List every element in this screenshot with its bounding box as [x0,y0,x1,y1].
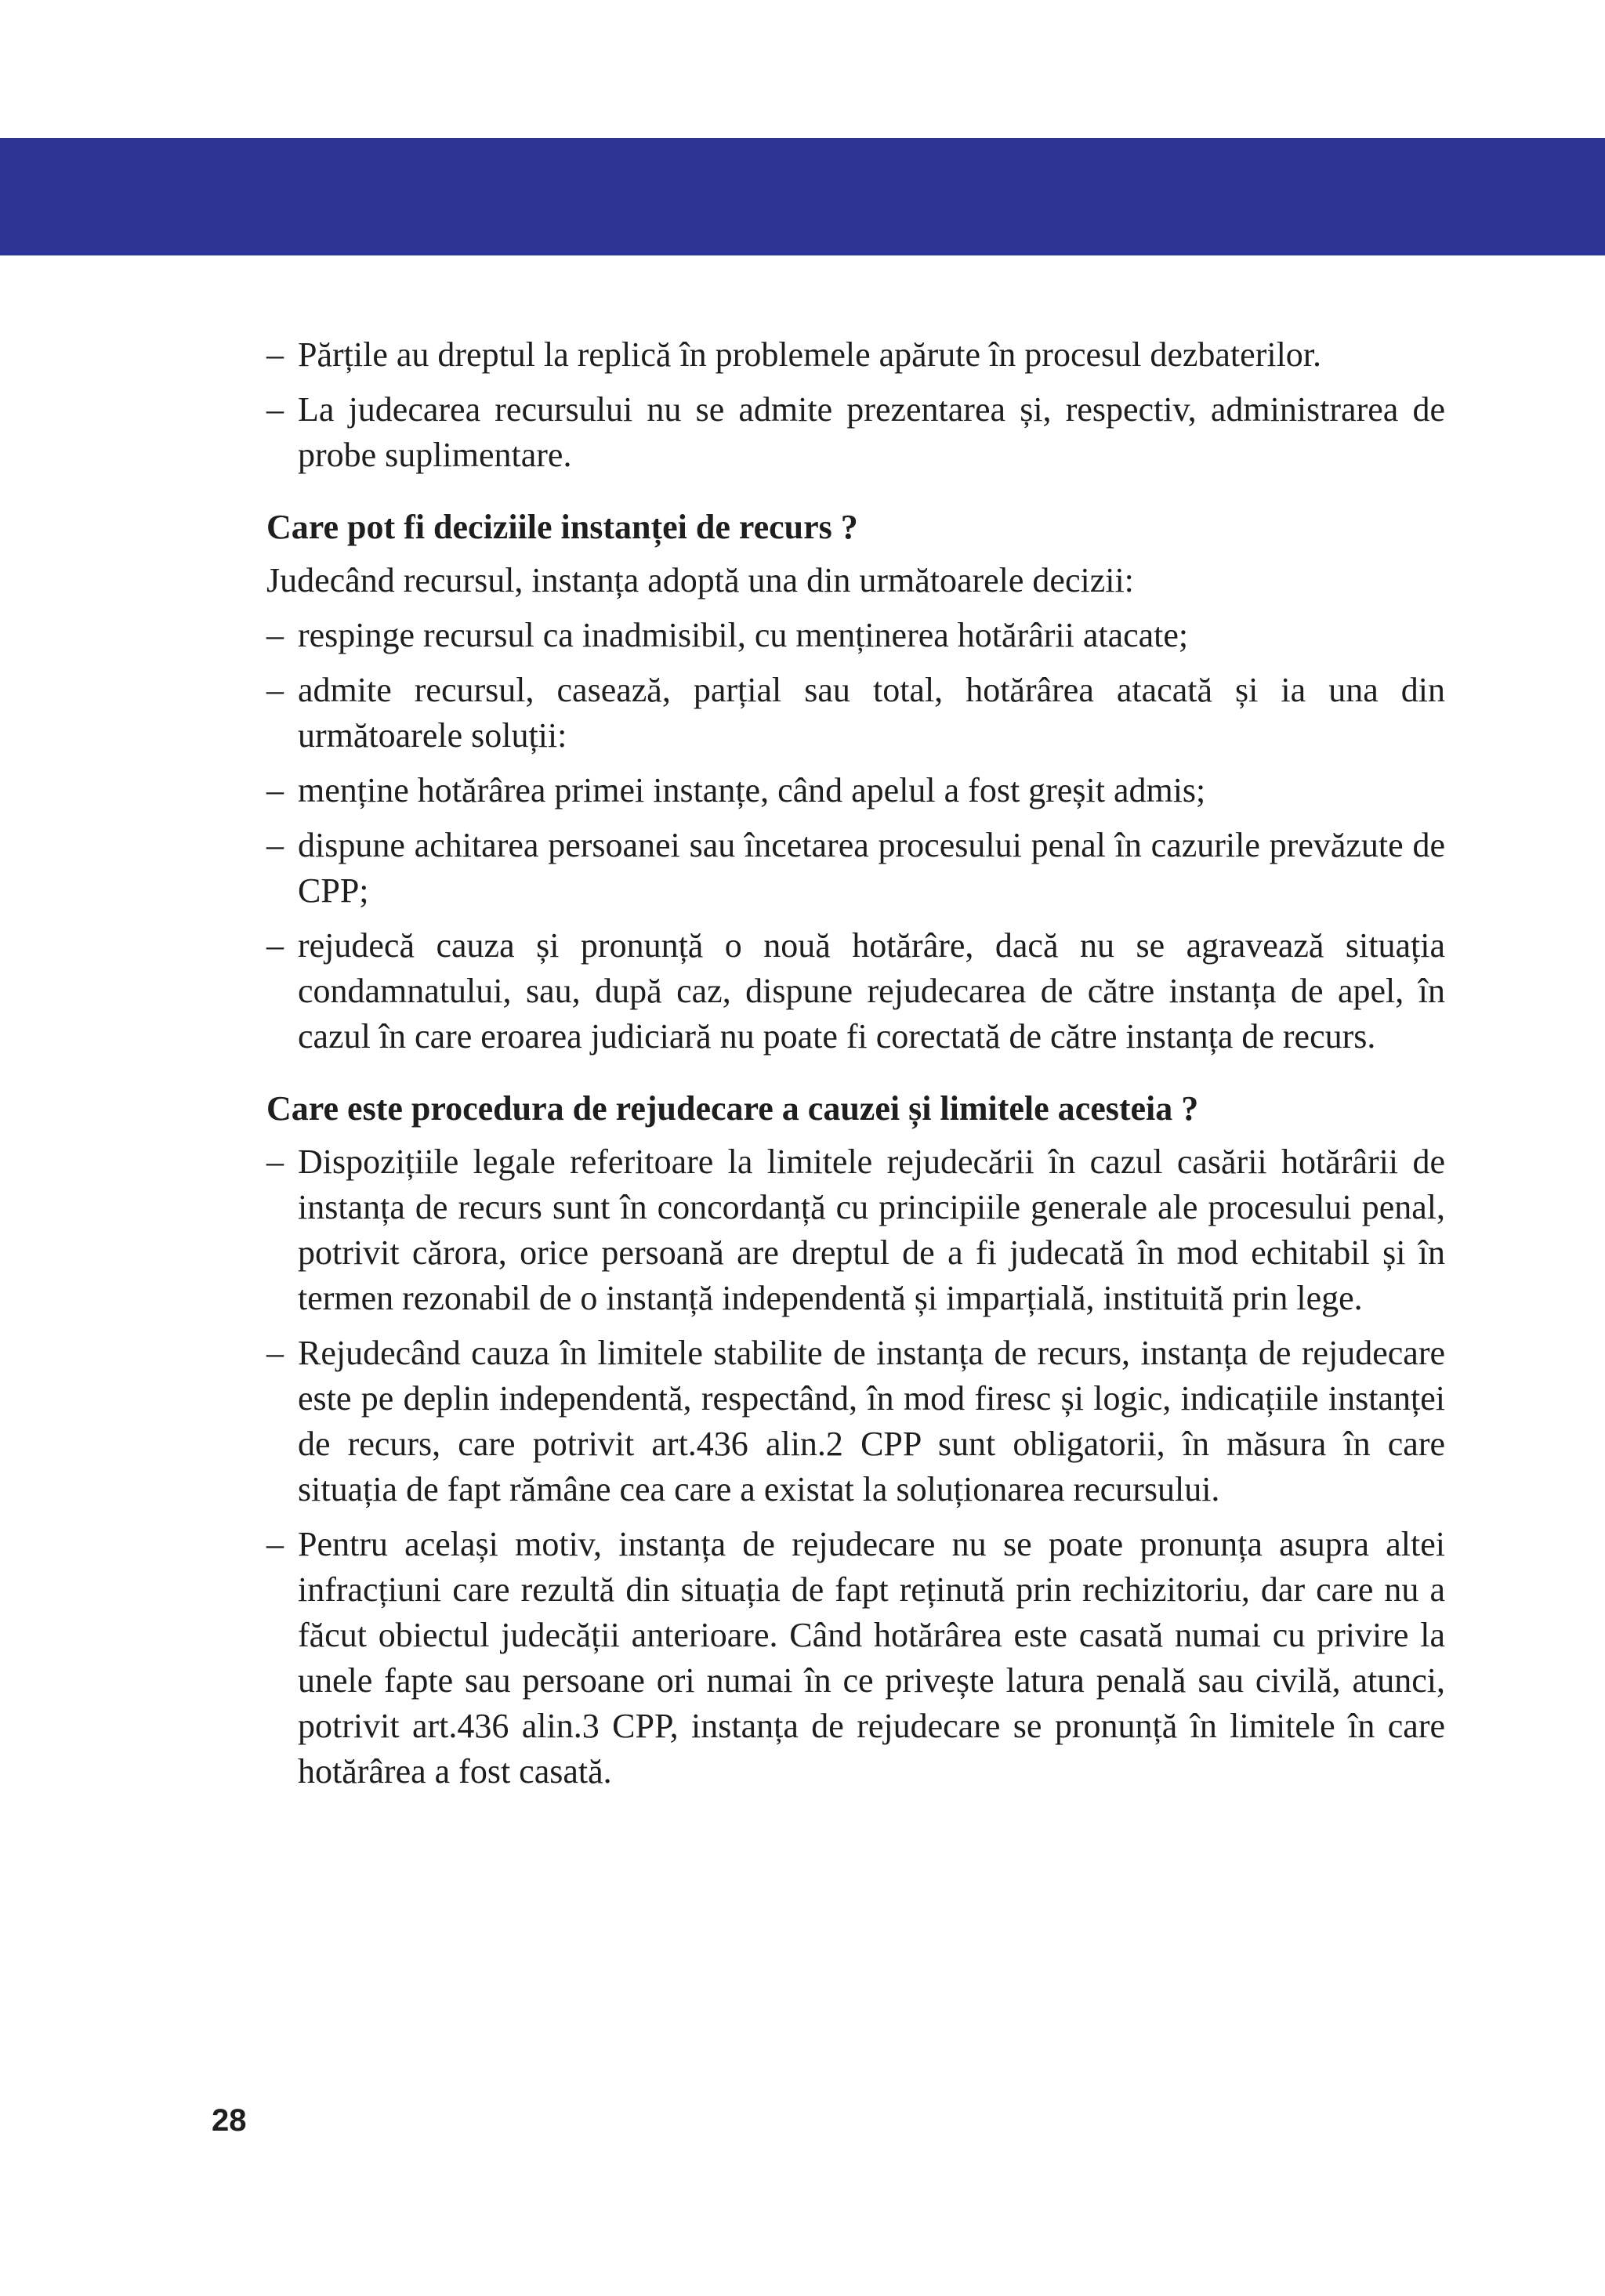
dash-marker: – [266,390,284,429]
list-item [266,387,1445,478]
list-item [266,768,1445,813]
list-item-text: Rejudecând cauza în limitele stabilite de instanța de recurs, instanța de rejudecare este pe deplin independentă, respectând, în mod firesc și logic, indicațiile instanței de recurs, care potrivit art.436 alin.2 CPP sunt obligatorii, în măsura în care situația de fapt rămâne cea care a existat la soluționarea recursului. [298,1334,1445,1508]
list-item [266,823,1445,914]
list-item-text: respinge recursul ca inadmisibil, cu menținerea hotărârii atacate; [298,616,1189,654]
header-band [0,138,1605,255]
dash-marker: – [266,926,284,965]
dash-marker: – [266,1525,284,1563]
dash-marker: – [266,826,284,864]
list-item [266,923,1445,1059]
list-item [266,1522,1445,1794]
section-intro: Judecând recursul, instanța adoptă una din următoarele decizii: [266,561,1134,599]
list-item [266,668,1445,759]
dash-marker: – [266,1143,284,1181]
list-item [266,613,1445,658]
list-item-text: admite recursul, casează, parțial sau total, hotărârea atacată și ia una din următoarele soluții: [298,671,1445,755]
dash-marker: – [266,671,284,709]
list-item [266,1139,1445,1321]
dash-marker: – [266,616,284,654]
section-heading: Care pot fi deciziile instanței de recurs ? [266,508,858,546]
list-item-text: Pentru același motiv, instanța de rejudecare nu se poate pronunța asupra altei infracțiuni care rezultă din situația de fapt reținută prin rechizitoriu, dar care nu a făcut obiectul judecății anterioare. Când hotărârea este casată numai cu privire la unele fapte sau persoane ori numai în ce privește latura penală sau civilă, atunci, potrivit art.436 alin.3 CPP, instanța de rejudecare se pronunță în limitele în care hotărârea a fost casată. [298,1525,1445,1791]
list-item-text: dispune achitarea persoanei sau încetarea procesului penal în cazurile prevăzute de CPP; [298,826,1445,910]
dash-marker: – [266,1334,284,1372]
section-heading: Care este procedura de rejudecare a cauzei și limitele acesteia ? [266,1089,1199,1128]
list-item-text: La judecarea recursului nu se admite prezentarea și, respectiv, administrarea de probe suplimentare. [298,390,1445,474]
page-content [266,332,1445,1804]
list-item-text: menține hotărârea primei instanțe, când apelul a fost greșit admis; [298,771,1206,809]
dash-marker: – [266,335,284,374]
list-item [266,332,1445,378]
dash-marker: – [266,771,284,809]
list-item-text: Părțile au dreptul la replică în problemele apărute în procesul dezbaterilor. [298,335,1322,374]
list-item-text: Dispozițiile legale referitoare la limitele rejudecării în cazul casării hotărârii de instanța de recurs sunt în concordanță cu principiile generale ale procesului penal, potrivit cărora, orice persoană are dreptul de a fi judecată în mod echitabil și în termen rezonabil de o instanță independentă și imparțială, instituită prin lege. [298,1143,1445,1317]
page-number: 28 [212,2103,247,2138]
list-item [266,1331,1445,1512]
list-item-text: rejudecă cauza și pronunță o nouă hotărâre, dacă nu se agravează situația condamnatului, sau, după caz, dispune rejudecarea de către instanța de apel, în cazul în care eroarea judiciară nu poate fi corectată de către instanța de recurs. [298,926,1445,1056]
